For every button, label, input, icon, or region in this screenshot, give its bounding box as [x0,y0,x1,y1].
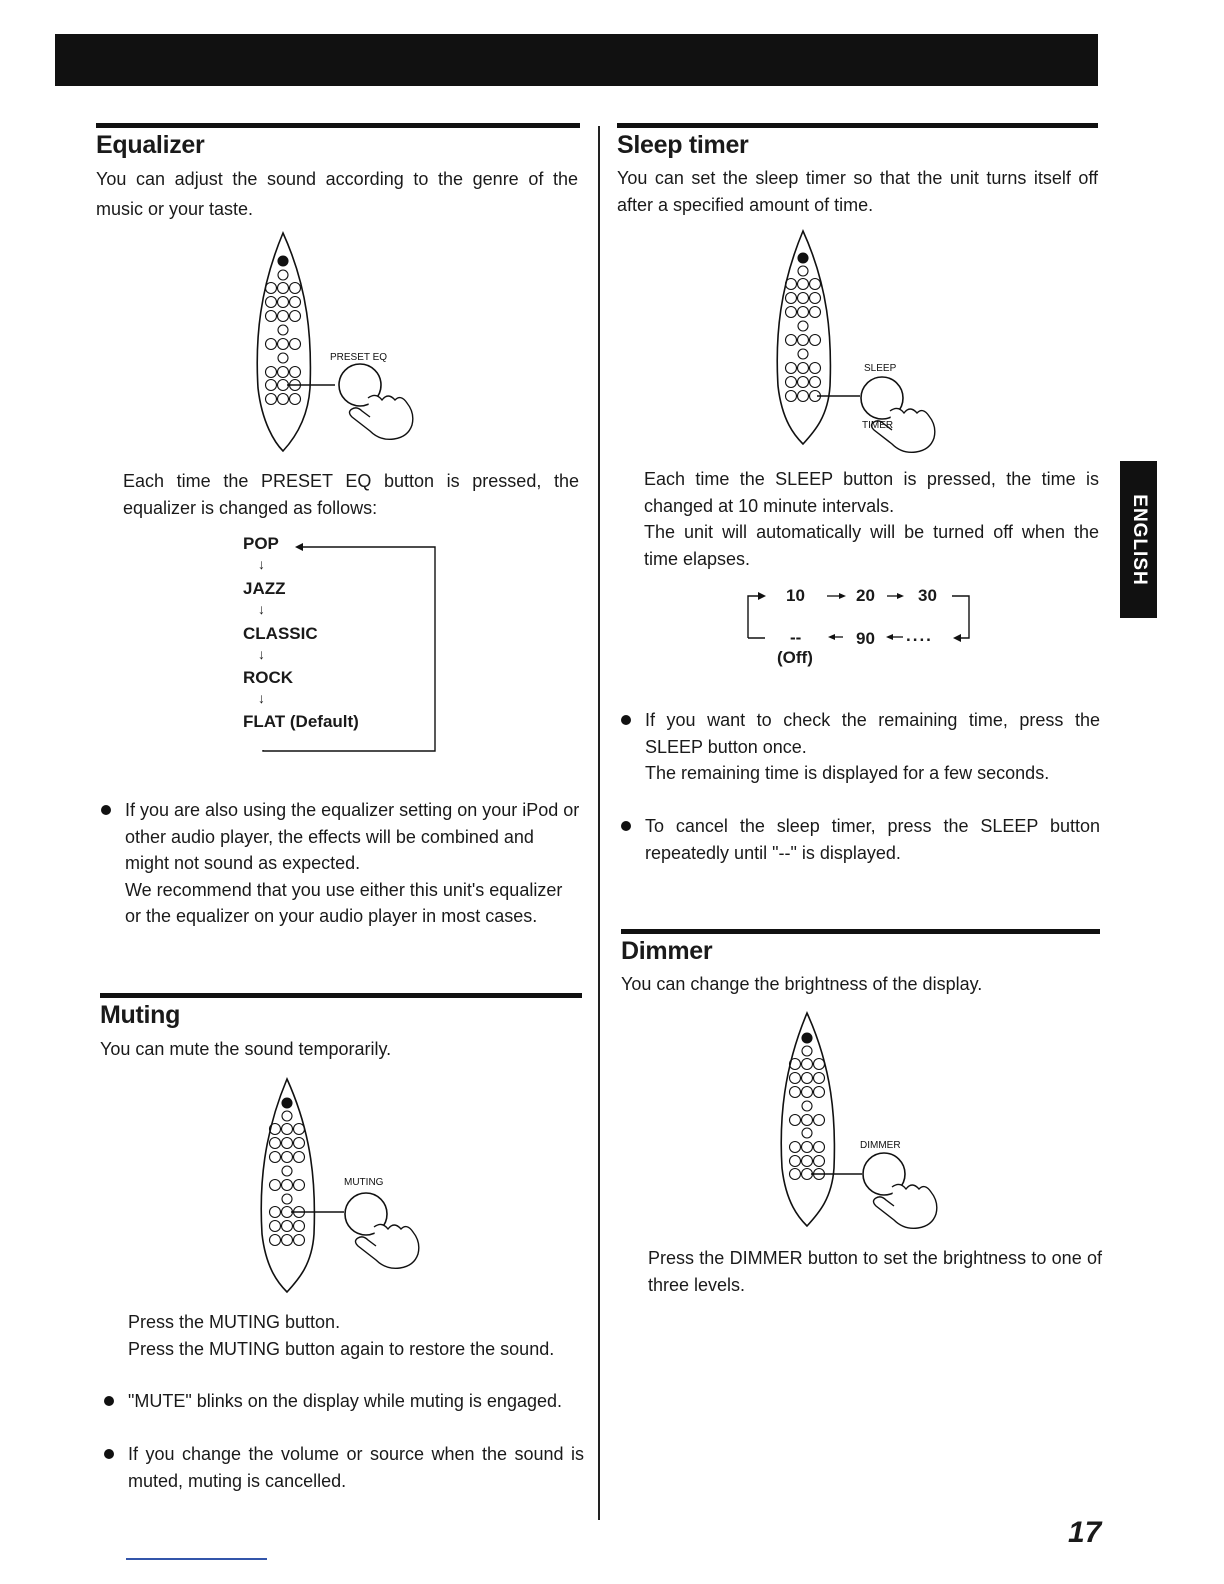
muting-press-line: Press the MUTING button. [128,1312,341,1332]
bullet-icon [101,805,111,815]
sleep-off-symbol: -- [790,628,802,647]
page-number: 17 [1068,1516,1102,1549]
equalizer-note-bullet [125,797,581,930]
muting-press [128,1309,580,1362]
remote-buttons [266,256,301,405]
sleep-dots: .... [906,626,933,645]
eq-mode-pop: POP [243,534,279,553]
sleep-intro: You can set the sleep timer so that the unit turns itself off after a specified amount of time. [617,168,1098,215]
sleep-bullet-2 [645,813,1100,866]
dimmer-intro: You can change the brightness of the display. [621,974,983,994]
muting-bullet-1-text: "MUTE" blinks on the display while muting is engaged. [128,1391,562,1411]
eq-mode-rock: ROCK [243,668,294,687]
sleep-10: 10 [786,586,805,605]
down-arrow-icon: ↓ [258,556,265,572]
sleep-30: 30 [918,586,937,605]
equalizer-intro: You can adjust the sound according to the genre of the music or your taste. [96,169,578,219]
sleep-20: 20 [856,586,875,605]
remote-muting-illustration [254,1074,444,1304]
eq-mode-flat: FLAT (Default) [243,712,359,731]
muting-bullet-2 [128,1441,584,1494]
down-arrow-icon: ↓ [258,601,265,617]
preset-eq-label: PRESET EQ [330,352,388,363]
sleep-off-label: (Off) [777,648,813,667]
muting-intro: You can mute the sound temporarily. [100,1039,392,1059]
muting-bullet-2-text: If you change the volume or source when the sound is muted, muting is cancelled. [128,1444,584,1491]
sleep-description-block [644,466,1099,572]
sleep-label: SLEEP [864,363,897,374]
remote-buttons [790,1033,825,1180]
remote-buttons [786,253,821,402]
equalizer-description: Each time the PRESET EQ button is pressed, the equalizer is changed as follows: [123,471,579,518]
footer-line [126,1558,267,1560]
column-divider [598,126,600,1520]
sleep-bullet-1b-text: The remaining time is displayed for a few seconds. [645,763,1050,783]
remote-sleep-illustration [770,226,970,456]
bullet-icon [104,1396,114,1406]
side-tab-label: ENGLISH [1128,493,1150,586]
dimmer-title: Dimmer [621,937,713,965]
timer-label: TIMER [862,420,894,431]
remote-buttons [270,1098,305,1246]
sleep-description: Each time the SLEEP button is pressed, the time is changed at 10 minute intervals. [644,469,1099,516]
eq-mode-jazz: JAZZ [243,579,286,598]
header-bar [55,34,1098,86]
remote-dimmer-illustration [774,1008,964,1238]
down-arrow-icon: ↓ [258,690,265,706]
sleep-auto-off: The unit will automatically will be turned off when the time elapses. [644,522,1099,569]
bullet-icon [621,821,631,831]
muting-title: Muting [100,1001,181,1029]
remote-preset-eq-illustration [250,228,440,458]
equalizer-title: Equalizer [96,131,205,159]
bullet-icon [621,715,631,725]
sleep-bullet-2-text: To cancel the sleep timer, press the SLEEP button repeatedly until "--" is displayed. [645,816,1100,863]
section-rule [617,123,1098,128]
language-side-tab [1120,461,1157,618]
eq-loop-arrow [255,538,445,758]
down-arrow-icon: ↓ [258,646,265,662]
dimmer-label: DIMMER [860,1140,901,1151]
sleep-bullet-1-text: If you want to check the remaining time, press the SLEEP button once. [645,710,1100,757]
section-rule [96,123,580,128]
section-rule [621,929,1100,934]
muting-press-again-line: Press the MUTING button again to restore the sound. [128,1338,555,1359]
sleep-bullet-1 [645,707,1100,787]
equalizer-note: If you are also using the equalizer setting on your iPod or other audio player, the effects will be combined and might not sound as expected. [125,800,580,873]
bullet-icon [104,1449,114,1459]
sleep-cycle-arrows [745,588,977,644]
eq-mode-classic: CLASSIC [243,624,318,643]
section-rule [100,993,582,998]
equalizer-recommend: We recommend that you use either this unit's equalizer or the equalizer on your audio player in most cases. [125,879,563,926]
sleep-90: 90 [856,629,875,648]
muting-bullet-1 [128,1388,584,1415]
muting-label: MUTING [344,1177,384,1188]
dimmer-description: Press the DIMMER button to set the brightness to one of three levels. [648,1248,1102,1295]
sleep-title: Sleep timer [617,131,749,159]
